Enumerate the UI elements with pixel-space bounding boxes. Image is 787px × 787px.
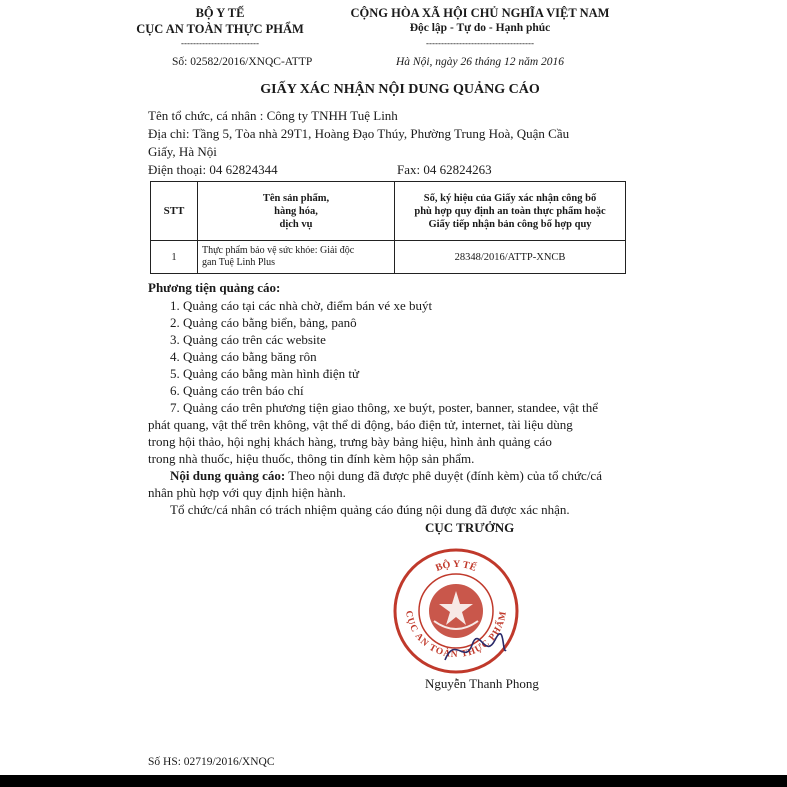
media-item-1: 1. Quảng cáo tại các nhà chờ, điểm bán vé xe buýt (170, 298, 433, 313)
content-line1 (170, 468, 602, 484)
product-table (150, 181, 626, 274)
stamp-top-text: BỘ Y TẾ (434, 558, 478, 574)
national-motto: Độc lập - Tự do - Hạnh phúc (409, 22, 551, 34)
country-name: CỘNG HÒA XÃ HỘI CHỦ NGHĨA VIỆT NAM (350, 6, 610, 20)
media-item-4: 4. Quảng cáo bằng băng rôn (170, 349, 317, 364)
header-product-line2: hàng hóa, (274, 205, 318, 217)
row-cert: 28348/2016/ATTP-XNCB (395, 241, 626, 274)
stamp-ring-text: CỤC AN TOÀN THỰC PHẨM (403, 609, 510, 661)
header-cert-line3: Giấy tiếp nhận bản công bố hợp quy (428, 218, 592, 230)
media-item-7-line2: phát quang, vật thể trên không, vật thể di động, báo điện tử, internet, tài liệu dùng (148, 417, 573, 432)
ministry-name: BỘ Y TẾ (195, 6, 245, 20)
hs-number: Số HS: 02719/2016/XNQC (148, 756, 275, 768)
content-line2: nhân phù hợp với quy định hiện hành. (148, 485, 346, 500)
header-cert-line2: phù hợp quy định an toàn thực phẩm hoặc (414, 205, 606, 217)
media-item-6: 6. Quảng cáo trên báo chí (170, 383, 304, 398)
header-stt: STT (151, 182, 198, 241)
media-heading: Phương tiện quảng cáo: (148, 280, 281, 295)
place-date: Hà Nội, ngày 26 tháng 12 năm 2016 (396, 56, 565, 68)
header-product-line3: dịch vụ (279, 218, 313, 230)
row-product-line2: gan Tuệ Linh Plus (202, 257, 276, 268)
media-item-7-line3: trong hội thảo, hội nghị khách hàng, trưng bày bảng hiệu, hình ảnh quảng cáo (148, 434, 552, 449)
org-name: Tên tổ chức, cá nhân : Công ty TNHH Tuệ Linh (148, 108, 398, 123)
handwritten-signature (440, 630, 510, 670)
media-item-2: 2. Quảng cáo bằng biển, bảng, panô (170, 315, 357, 330)
document-title: GIẤY XÁC NHẬN NỘI DUNG QUẢNG CÁO (260, 82, 540, 97)
header-product-line1: Tên sản phẩm, (262, 192, 330, 204)
department-name: CỤC AN TOÀN THỰC PHẨM (136, 22, 304, 36)
header-cert (395, 182, 626, 241)
bottom-bar (0, 775, 787, 787)
document-number: Số: 02582/2016/XNQC-ATTP (172, 56, 313, 68)
org-phone: Điện thoại: 04 62824344 (148, 162, 278, 177)
media-item-5: 5. Quảng cáo bằng màn hình điện tử (170, 366, 360, 381)
row-product (198, 241, 395, 274)
content-text: Theo nội dung đã được phê duyệt (đính kèm) của tổ chức/cá (285, 468, 602, 483)
org-fax: Fax: 04 62824263 (397, 162, 492, 177)
header-cert-line1: Số, ký hiệu của Giấy xác nhận công bố (423, 192, 597, 204)
signatory-title: CỤC TRƯỞNG (425, 520, 515, 535)
responsibility-note: Tổ chức/cá nhân có trách nhiệm quảng cáo đúng nội dung đã được xác nhận. (170, 502, 570, 517)
row-product-line1: Thực phẩm bảo vệ sức khỏe: Giải độc (202, 245, 355, 256)
media-item-7-line1: 7. Quảng cáo trên phương tiện giao thông, xe buýt, poster, banner, standee, vật thể (170, 400, 599, 415)
table-row (151, 241, 626, 274)
table-header-row (151, 182, 626, 241)
signatory-name: Nguyễn Thanh Phong (425, 676, 539, 691)
media-item-7-line4: trong nhà thuốc, hiệu thuốc, thông tin đính kèm hộp sản phẩm. (148, 451, 475, 466)
content-label: Nội dung quảng cáo: (170, 468, 286, 483)
right-divider: ------------------------------------ (426, 38, 534, 48)
org-address-line1: Địa chỉ: Tầng 5, Tòa nhà 29T1, Hoàng Đạo Thúy, Phường Trung Hoà, Quận Cầu (148, 126, 570, 141)
media-item-3: 3. Quảng cáo trên các website (170, 332, 326, 347)
header-product (198, 182, 395, 241)
org-address-line2: Giấy, Hà Nội (148, 144, 217, 159)
row-stt: 1 (151, 241, 198, 274)
left-divider: -------------------------- (181, 38, 259, 48)
